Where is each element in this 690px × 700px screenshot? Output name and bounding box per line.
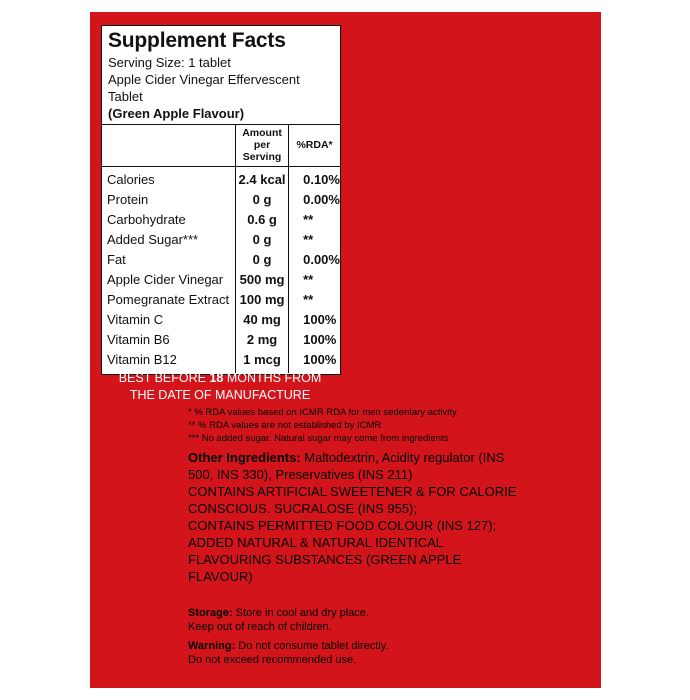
nutrient-amount: 0.6 g [235, 210, 288, 230]
warning-instructions: Warning: Do not consume tablet directly. Do not exceed recommended use. [188, 640, 389, 666]
nutrient-rda: 100% [289, 310, 340, 330]
nutrient-name: Apple Cider Vinegar [107, 272, 224, 287]
nutrition-table [102, 125, 340, 374]
supplement-facts-header [102, 26, 340, 125]
nutrient-name: Vitamin C [107, 312, 164, 327]
storage-instructions: Storage: Store in cool and dry place. Keep out of reach of children. [188, 607, 369, 633]
nutrition-row [102, 210, 340, 230]
nutrition-row [102, 310, 340, 330]
nutrient-name: Added Sugar*** [107, 232, 199, 247]
nutrient-amount: 2 mg [235, 330, 288, 350]
product-name: Apple Cider Vinegar Effervescent Tablet [108, 72, 300, 104]
product-flavour: (Green Apple Flavour) [108, 106, 245, 121]
nutrient-amount: 100 mg [235, 290, 288, 310]
nutrient-rda: ** [289, 270, 340, 290]
nutrition-header-row [102, 125, 340, 167]
nutrient-name: Vitamin B12 [107, 352, 177, 367]
nutrient-amount: 0 g [235, 250, 288, 270]
nutrition-row [102, 250, 340, 270]
best-before-line-1: BEST BEFORE 18 MONTHS FROM [118, 371, 322, 385]
nutrition-row [102, 230, 340, 250]
nutrition-row [102, 270, 340, 290]
nutrient-rda: ** [289, 230, 340, 250]
supplement-facts-title: Supplement Facts [108, 29, 286, 52]
nutrient-name: Protein [107, 192, 149, 207]
footnote-rda: * % RDA values based on ICMR RDA for men sedentary activity [188, 407, 457, 418]
rda-column-header: %RDA* [289, 125, 340, 167]
other-ingredients [188, 449, 518, 585]
footnote-not-established: ** % RDA values are not established by ICMR [188, 420, 382, 431]
nutrient-rda: ** [289, 210, 340, 230]
amount-column-header: Amount per Serving [235, 125, 288, 167]
nutrient-amount: 2.4 kcal [235, 167, 288, 191]
nutrition-row [102, 290, 340, 310]
nutrient-amount: 500 mg [235, 270, 288, 290]
nutrition-row [102, 167, 340, 191]
footnotes [188, 406, 518, 445]
nutrient-rda: 0.00% [289, 250, 340, 270]
sweetener-statement: CONTAINS ARTIFICIAL SWEETENER & FOR CALORIE CONSCIOUS. SUCRALOSE (INS 955); [188, 484, 517, 516]
nutrient-name: Vitamin B6 [107, 332, 170, 347]
nutrient-amount: 40 mg [235, 310, 288, 330]
nutrient-rda: 100% [289, 330, 340, 350]
food-colour-statement: CONTAINS PERMITTED FOOD COLOUR (INS 127); [188, 518, 497, 533]
serving-size: Serving Size: 1 tablet [108, 55, 231, 70]
nutrient-amount: 0 g [235, 230, 288, 250]
warning-label: Warning: [188, 640, 236, 652]
nutrient-rda: ** [289, 290, 340, 310]
nutrient-amount: 0 g [235, 190, 288, 210]
storage-label: Storage: [188, 607, 233, 619]
nutrient-name: Fat [107, 252, 126, 267]
other-ingredients-label: Other Ingredients: [188, 450, 301, 465]
best-before-line-2: THE DATE OF MANUFACTURE [129, 388, 311, 402]
nutrition-row [102, 190, 340, 210]
nutrient-amount: 1 mcg [235, 350, 288, 374]
nutrient-name: Carbohydrate [107, 212, 186, 227]
nutrient-name: Pomegranate Extract [107, 292, 230, 307]
nutrition-rows [102, 167, 340, 375]
nutrition-row [102, 330, 340, 350]
supplement-facts-box [101, 25, 341, 375]
best-before-notice [101, 370, 339, 404]
footnote-no-added-sugar: *** No added sugar. Natural sugar may come from ingredients [188, 433, 449, 444]
nutrient-name: Calories [107, 172, 155, 187]
nutrient-rda: 100% [289, 350, 340, 374]
nutrient-column-header [102, 125, 235, 167]
nutrient-rda: 0.10% [289, 167, 340, 191]
nutrient-rda: 0.00% [289, 190, 340, 210]
other-ingredients-text: Other Ingredients: Maltodextrin, Acidity regulator (INS 500, INS 330), Preservatives (INS 211) [188, 450, 505, 482]
best-before-months: 18 [209, 371, 224, 385]
flavouring-statement: ADDED NATURAL & NATURAL IDENTICAL FLAVOURING SUBSTANCES (GREEN APPLE FLAVOUR) [188, 535, 462, 584]
